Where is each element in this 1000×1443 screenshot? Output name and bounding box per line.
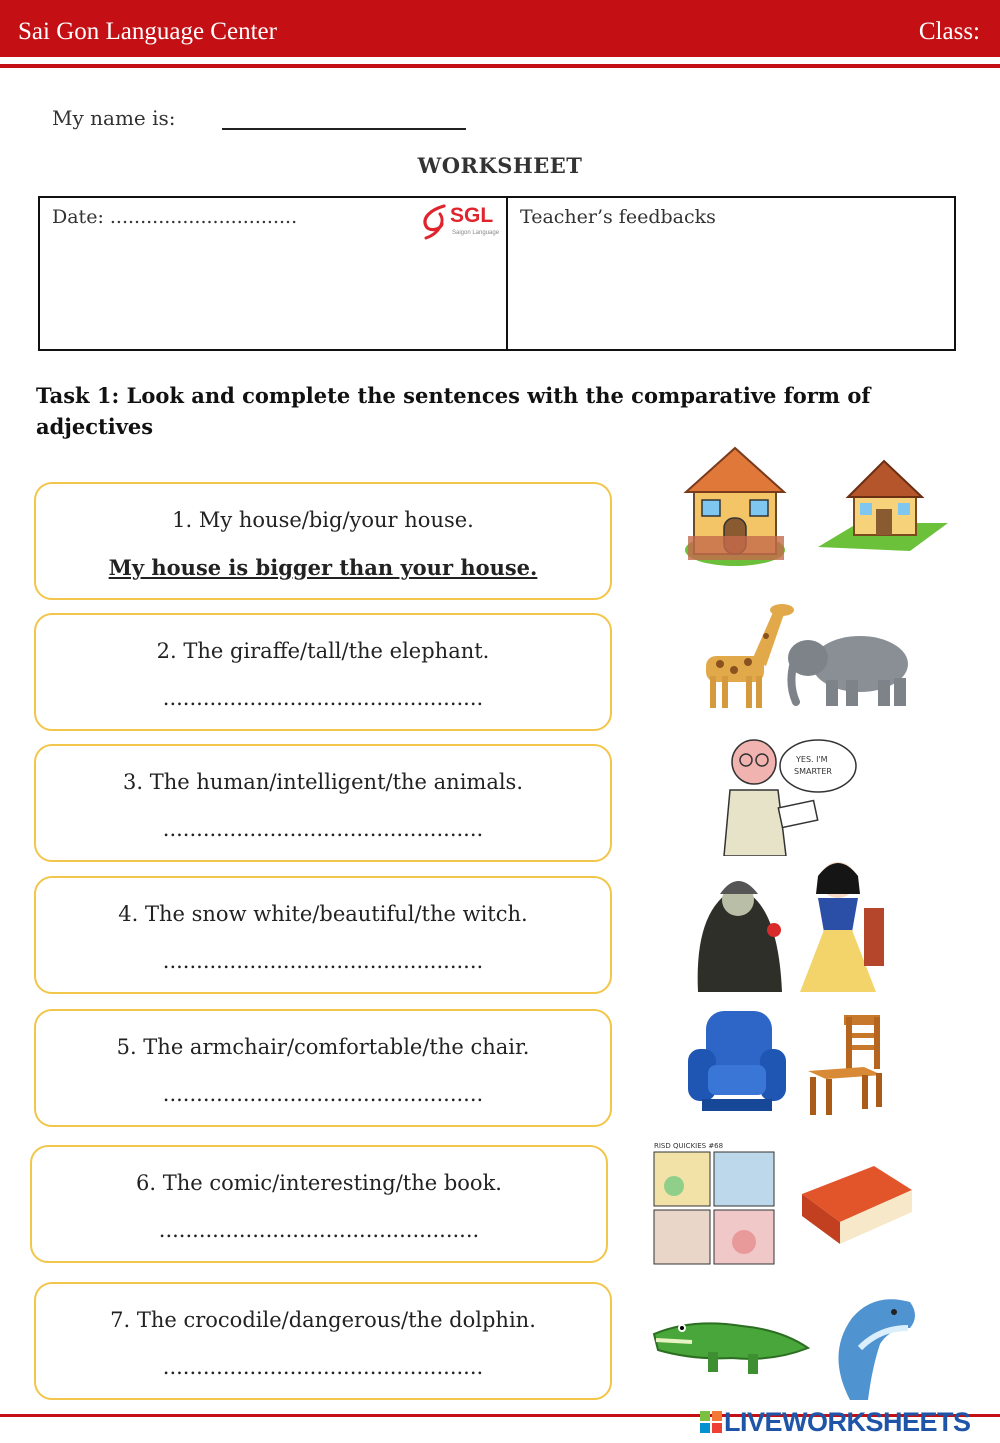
sgl-logo <box>416 202 506 242</box>
wooden-chair-icon <box>804 1013 890 1115</box>
answer-input[interactable]: ................................................ <box>162 1082 484 1106</box>
question-prompt: 5. The armchair/comfortable/the chair. <box>116 1035 530 1059</box>
question-prompt: 4. The snow white/beautiful/the witch. <box>118 902 528 926</box>
small-house-icon <box>818 455 948 555</box>
answer-input[interactable]: ................................................ <box>162 817 484 841</box>
header-divider <box>0 64 1000 68</box>
worksheet-title: WORKSHEET <box>417 153 583 178</box>
header-bar <box>0 0 1000 57</box>
task-title: Task 1: Look and complete the sentences with the comparative form of adjectives <box>36 383 871 439</box>
class-label: Class: <box>918 18 980 45</box>
armchair-icon <box>684 1005 788 1117</box>
svg-text:RISD QUICKIES #68: RISD QUICKIES #68 <box>654 1142 724 1150</box>
question-answer: My house is bigger than your house. <box>108 555 538 580</box>
comic-strip-icon <box>652 1138 776 1266</box>
question-box-5 <box>34 1009 612 1127</box>
question-box-2 <box>34 613 612 731</box>
center-name: Sai Gon Language Center <box>18 18 277 45</box>
giraffe-icon <box>682 600 802 712</box>
smart-pig-icon <box>720 734 860 856</box>
big-house-icon <box>680 440 790 570</box>
question-prompt: 1. My house/big/your house. <box>172 508 474 532</box>
sgl-logo-mark-icon <box>416 202 452 242</box>
name-input-line[interactable] <box>222 128 466 130</box>
liveworksheets-text: LIVEWORKSHEETS <box>724 1407 971 1437</box>
question-prompt: 3. The human/intelligent/the animals. <box>122 770 524 794</box>
svg-text:SMARTER: SMARTER <box>794 767 832 776</box>
date-label: Date: ............................... <box>52 206 298 228</box>
question-box-7 <box>34 1282 612 1400</box>
answer-input[interactable]: ................................................ <box>162 949 484 973</box>
dolphin-icon <box>820 1288 924 1406</box>
snow-white-icon <box>790 854 886 992</box>
question-prompt: 6. The comic/interesting/the book. <box>136 1171 502 1195</box>
liveworksheets-blocks-icon <box>700 1411 722 1435</box>
answer-input[interactable]: ................................................ <box>158 1218 480 1242</box>
sgl-logo-subtext: Saigon Language <box>452 230 500 236</box>
sgl-logo-text: SGL <box>450 204 494 227</box>
question-box-6 <box>30 1145 608 1263</box>
liveworksheets-logo[interactable] <box>700 1405 1000 1439</box>
feedback-divider <box>506 198 508 349</box>
book-icon <box>796 1160 916 1248</box>
question-box-3 <box>34 744 612 862</box>
elephant-icon <box>786 628 918 708</box>
feedback-box <box>38 196 956 351</box>
question-box-4 <box>34 876 612 994</box>
question-box-1 <box>34 482 612 600</box>
feedback-label: Teacher’s feedbacks <box>520 206 716 228</box>
question-prompt: 2. The giraffe/tall/the elephant. <box>156 639 490 663</box>
svg-text:YES. I'M: YES. I'M <box>796 755 828 764</box>
answer-input[interactable]: ................................................ <box>162 1355 484 1379</box>
witch-icon <box>690 858 790 992</box>
crocodile-icon <box>652 1296 812 1380</box>
answer-input[interactable]: ................................................ <box>162 686 484 710</box>
question-prompt: 7. The crocodile/dangerous/the dolphin. <box>110 1308 536 1332</box>
name-label: My name is: <box>52 106 176 130</box>
